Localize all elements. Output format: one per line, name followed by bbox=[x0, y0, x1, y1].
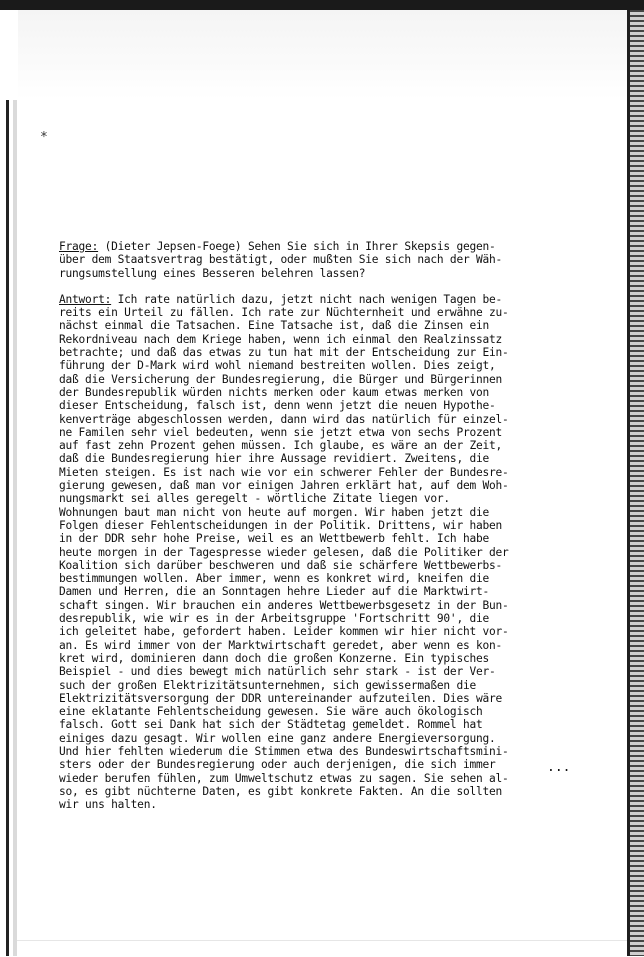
answer-line: wieder berufen fühlen, zum Umweltschutz etwas zu sagen. Sie sehen al- bbox=[59, 771, 509, 785]
answer-line: wir uns halten. bbox=[59, 798, 157, 812]
question-line: rungsumstellung eines Besseren belehren lassen? bbox=[59, 266, 366, 280]
scan-top-border bbox=[0, 0, 644, 10]
question-text: (Dieter Jepsen-Foege) Sehen Sie sich in Ihrer Skepsis gegen- bbox=[98, 240, 496, 253]
answer-text: Ich rate natürlich dazu, jetzt nicht nach wenigen Tagen be- bbox=[111, 292, 503, 306]
answer-paragraph bbox=[59, 293, 619, 812]
document-page bbox=[59, 240, 619, 824]
answer-line: falsch. Gott sei Dank hat sich der Städtetag gemeldet. Rommel hat bbox=[59, 718, 483, 732]
answer-line: führung der D-Mark wird wohl niemand bestreiten wollen. Dies zeigt, bbox=[59, 359, 496, 373]
continuation-mark: ... bbox=[547, 760, 571, 775]
margin-mark: * bbox=[40, 130, 48, 145]
answer-line: so, es gibt nüchterne Daten, es gibt konkrete Fakten. An die sollten bbox=[59, 784, 503, 798]
answer-line: bestimmungen wollen. Aber immer, wenn es konkret wird, kneifen die bbox=[59, 572, 490, 586]
answer-line: der Bundesrepublik würden nichts merken oder kaum etwas merken von bbox=[59, 385, 490, 399]
answer-line: Folgen dieser Fehlentscheidungen in der Politik. Drittens, wir haben bbox=[59, 518, 503, 532]
answer-line: dieser Entscheidung, falsch ist, denn wenn jetzt die neuen Hypothe- bbox=[59, 399, 496, 413]
question-line bbox=[59, 240, 619, 253]
answer-line: betrachte; und daß das etwas zu tun hat mit der Entscheidung zur Ein- bbox=[59, 346, 509, 360]
answer-line: ich geleitet habe, gefordert haben. Leider kommen wir hier nicht vor- bbox=[59, 625, 509, 639]
answer-line: nungsmarkt sei alles geregelt - wörtliche Zitate liegen vor. bbox=[59, 492, 450, 506]
scan-right-border bbox=[630, 10, 644, 956]
answer-line: eine eklatante Fehlentscheidung gewesen. Sie wäre auch ökologisch bbox=[59, 705, 483, 719]
scan-bottom-edge bbox=[17, 940, 627, 957]
answer-line: ne Familen sehr viel bedeuten, wenn sie jetzt etwa von sechs Prozent bbox=[59, 425, 503, 439]
scan-left-border bbox=[0, 100, 13, 956]
answer-line: nächst einmal die Tatsachen. Eine Tatsache ist, daß die Zinsen ein bbox=[59, 319, 490, 333]
answer-line: schaft singen. Wir brauchen ein anderes Wettbewerbsgesetz in der Bun- bbox=[59, 598, 509, 612]
answer-line: einiges dazu gesagt. Wir wollen eine ganz andere Energieversorgung. bbox=[59, 731, 496, 745]
answer-line: auf fast zehn Prozent gehen müssen. Ich glaube, es wäre an der Zeit, bbox=[59, 439, 503, 453]
answer-line: desrepublik, wie wir es in der Arbeitsgruppe 'Fortschritt 90', die bbox=[59, 612, 490, 626]
answer-line: heute morgen in der Tagespresse wieder gelesen, daß die Politiker der bbox=[59, 545, 509, 559]
scan-left-edge bbox=[13, 100, 17, 956]
answer-line: Und hier fehlten wiederum die Stimmen etwa des Bundeswirtschaftsmini- bbox=[59, 744, 509, 758]
answer-line: daß die Versicherung der Bundesregierung, die Bürger und Bürgerinnen bbox=[59, 372, 503, 386]
answer-line: Wohnungen baut man nicht von heute auf morgen. Wir haben jetzt die bbox=[59, 505, 490, 519]
scan-shadow bbox=[18, 10, 644, 100]
answer-line: daß die Bundesregierung hier ihre Aussage revidiert. Zweitens, die bbox=[59, 452, 490, 466]
answer-label: Antwort: bbox=[59, 292, 112, 306]
question-line: über dem Staatsvertrag bestätigt, oder mußten Sie sich nach der Wäh- bbox=[59, 253, 503, 267]
answer-line: an. Es wird immer von der Marktwirtschaft geredet, aber wenn es kon- bbox=[59, 638, 503, 652]
answer-line: Mieten steigen. Es ist nach wie vor ein schwerer Fehler der Bundesre- bbox=[59, 465, 509, 479]
answer-line bbox=[59, 293, 619, 306]
question-paragraph bbox=[59, 240, 619, 280]
answer-line: Elektrizitätsversorgung der DDR untereinander aufzuteilen. Dies wäre bbox=[59, 691, 503, 705]
answer-line: Damen und Herren, die an Sonntagen hehre Lieder auf die Marktwirt- bbox=[59, 585, 490, 599]
answer-line: kret wird, dominieren dann doch die großen Konzerne. Ein typisches bbox=[59, 651, 490, 665]
answer-line: Koalition sich darüber beschweren und daß sie schärfere Wettbewerbs- bbox=[59, 558, 503, 572]
answer-line: Rekordniveau nach dem Kriege haben, wenn ich einmal den Realzinssatz bbox=[59, 332, 503, 346]
answer-line: sters oder der Bundesregierung oder auch derjenigen, die sich immer bbox=[59, 758, 496, 772]
answer-line: reits ein Urteil zu fällen. Ich rate zur Nüchternheit und erwähne zu- bbox=[59, 306, 509, 320]
answer-line: in der DDR sehr hohe Preise, weil es an Wettbewerb fehlt. Ich habe bbox=[59, 532, 490, 546]
answer-line: kenverträge abgeschlossen werden, dann wird das natürlich für einzel- bbox=[59, 412, 509, 426]
answer-line: such der großen Elektrizitätsunternehmen, sich gewissermaßen die bbox=[59, 678, 476, 692]
question-label: Frage: bbox=[59, 240, 99, 253]
answer-line: gierung gewesen, daß man vor einigen Jahren erklärt hat, auf dem Woh- bbox=[59, 479, 509, 493]
answer-line: Beispiel - und dies bewegt mich natürlich sehr stark - ist der Ver- bbox=[59, 665, 496, 679]
